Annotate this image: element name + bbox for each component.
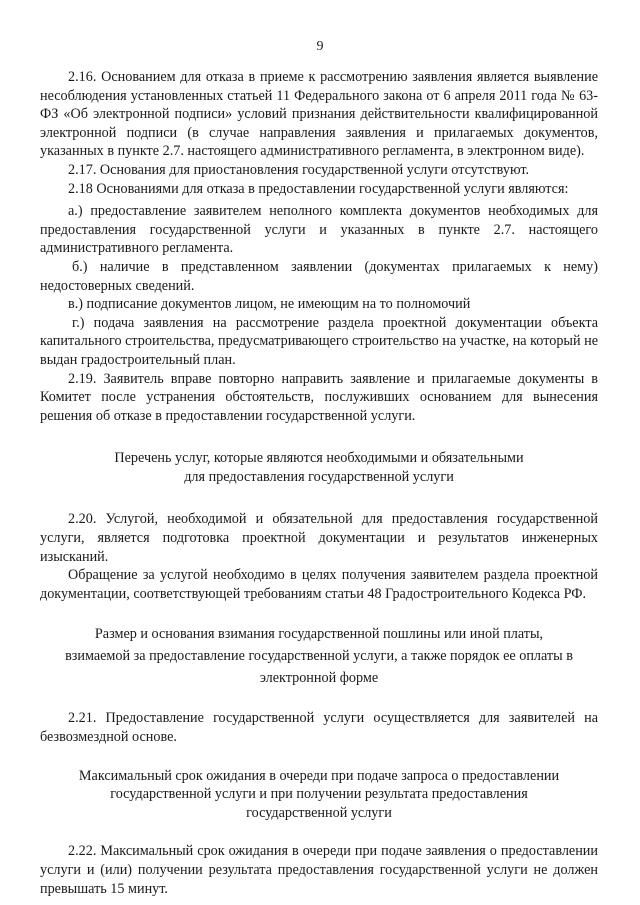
- section-heading-services-line1: Перечень услуг, которые являются необходимыми и обязательными: [114, 450, 524, 467]
- paragraph-2-22: 2.22. Максимальный срок ожидания в очереди при подаче заявления о предоставлении услуги и (или) получении результата предоставления государственной услуги не должен превышать 15 минут.: [40, 843, 598, 897]
- paragraph-2-20-b: Обращение за услугой необходимо в целях получения заявителем раздела проектной документации, соответствующей требованиям статьи 48 Градостроительного Кодекса РФ.: [40, 567, 598, 602]
- paragraph-2-17: 2.17. Основания для приостановления государственной услуги отсутствуют.: [68, 161, 530, 178]
- section-heading-fee-line3: электронной форме: [259, 670, 379, 687]
- paragraph-2-18: 2.18 Основаниями для отказа в предоставлении государственной услуги являются:: [68, 180, 569, 197]
- section-heading-fee: [40, 623, 598, 689]
- section-heading-services: [40, 449, 598, 486]
- paragraph-2-18-g: г.) подача заявления на рассмотрение раздела проектной документации объекта капитального строительства, предусматривающего строительство на участке, на который не выдан градостроительный план.: [40, 314, 598, 368]
- paragraph-2-18-a: а.) предоставление заявителем неполного комплекта документов необходимых для предоставления государственной услуги и указанных в пункте 2.7. настоящего административного регламента.: [40, 203, 598, 257]
- section-heading-wait: Максимальный срок ожидания в очереди при подаче запроса о предоставлении государственной услуги и при получении результата предоставления государственной услуги: [78, 767, 560, 821]
- page-number: 9: [316, 39, 324, 54]
- paragraph-2-16: 2.16. Основанием для отказа в приеме к рассмотрению заявления является выявление несоблюдения установленных статьей 11 Федерального закона от 6 апреля 2011 года № 63-ФЗ «Об электронной подписи» условий признания действительности квалифицированной электронной подписи (в случае направления заявления и прилагаемых документов, указанных в пункте 2.7. настоящего административного регламента, в электронном виде).: [40, 69, 598, 160]
- section-heading-fee-line1: Размер и основания взимания государственной пошлины или иной платы,: [94, 626, 544, 643]
- paragraph-2-18-v: в.) подписание документов лицом, не имеющим на то полномочий: [68, 296, 471, 313]
- section-heading-fee-line2: взимаемой за предоставление государственной услуги, а также порядок ее оплаты в: [65, 648, 573, 665]
- paragraph-2-20: 2.20. Услугой, необходимой и обязательной для предоставления государственной услуги, является подготовка проектной документации и результатов инженерных изысканий.: [40, 511, 598, 565]
- section-heading-services-line2: для предоставления государственной услуги: [184, 468, 454, 485]
- paragraph-2-18-b: б.) наличие в представленном заявлении (документах прилагаемых к нему) недостоверных сведений.: [40, 258, 598, 294]
- document-body: [40, 68, 598, 898]
- paragraph-2-21: 2.21. Предоставление государственной услуги осуществляется для заявителей на безвозмездной основе.: [40, 710, 598, 746]
- paragraph-2-19: 2.19. Заявитель вправе повторно направить заявление и прилагаемые документы в Комитет после устранения обстоятельств, послуживших основанием для вынесения решения об отказе в предоставлении государственной услуги.: [40, 370, 598, 424]
